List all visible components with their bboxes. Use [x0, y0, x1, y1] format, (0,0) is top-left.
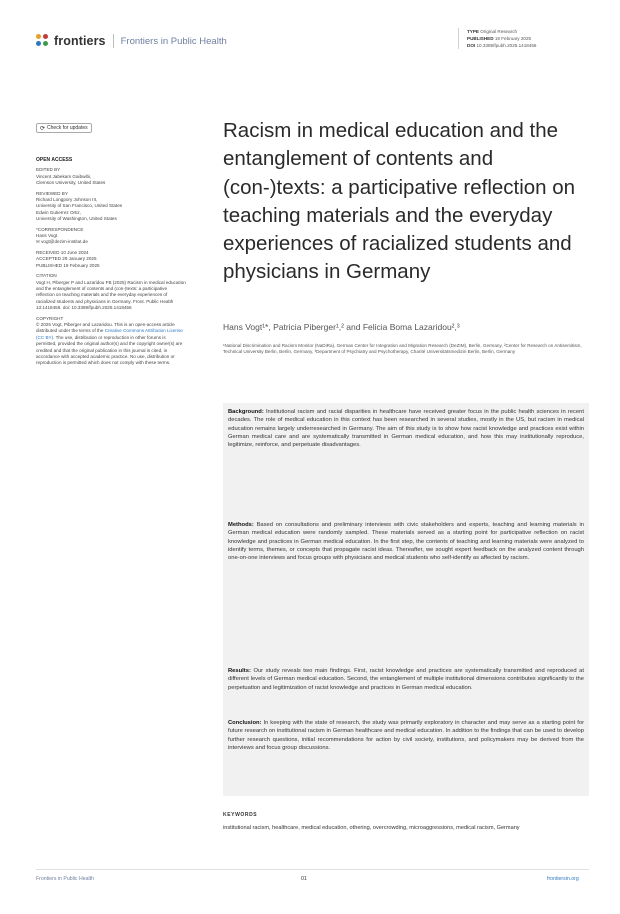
edited-by-name: Vincent Jabekam Gaibwibi, [36, 173, 92, 179]
abstract-methods: Methods: Based on consultations and preliminary interviews with civic stakeholders and experts, teaching and learning materials in German medical education were randomly sampled. These materials served as a starting point for participative reflection on racist knowledge and practices in German medical education. In the first step, the contents of teaching and learning materials were analyzed to identify terms, themes, or concepts that propagate racist ideas. Thereafter, we sought expert feedback on the analyzed content through one-on-one interviews and focus groups with physicians and medical students who self-identify as affected by racism. [228, 522, 584, 562]
page-number: 01 [301, 876, 307, 882]
abstract-background: Background: Institutional racism and racial disparities in healthcare have received greater focus in the public health sciences in recent decades. The role of medical education in this context has been researched in several studies, mostly in the US, but racism in medical education remains largely underresearched in Germany. The aim of this study is to show how racist knowledge and practices exist within German medical care and are systematically transmitted in German medical education, and how this may institutionally reproduce, legitimize, reinforce, and perpetuate disadvantages. [228, 409, 584, 449]
frontiers-logo-icon [36, 34, 50, 48]
meta-doi[interactable]: DOI 10.3389/fpubh.2025.1418456 [467, 43, 537, 48]
reviewer-1-affil: University of San Francisco, United States [36, 203, 123, 209]
footer-site-link[interactable]: frontiersin.org [547, 876, 579, 882]
frontiers-logo[interactable] [36, 34, 227, 48]
reviewer-1: Richard Longpory Johnson III, [36, 197, 98, 203]
journal-name[interactable]: Frontiers in Public Health [120, 35, 227, 47]
keywords-heading: KEYWORDS [223, 812, 258, 818]
received-date: RECEIVED 10 June 2024 [36, 249, 89, 255]
logo-divider [113, 34, 114, 48]
sidebar-info [36, 154, 196, 367]
correspondence-name: Hans Vogt [36, 233, 58, 239]
published-date: PUBLISHED 19 February 2025 [36, 262, 100, 268]
affiliations: ¹National Discrimination and Racism Monitor (NaDiRa), German Center for Integration and Migration Research (DeZIM), Berlin, Germany, ²Center for Research on Antisemitism, Technical University Berlin, Berlin, Germany, ³Department of Psychiatry and Psychotherapy, Charité Universitätsmedizin Berlin, Berlin, Germany [223, 343, 582, 355]
citation-text: Vogt H, Piberger P and Lazaridou FB (2025) Racism in medical education and the entanglement of contents and (con-)texts: a participative reflection on teaching materials and the everyday experiences of racialized students and physicians in Germany. Front. Public Health 13:1418456. doi: 10.3389/fpubh.2025.1418456 [36, 279, 186, 311]
article-title: Racism in medical education and the entanglement of contents and (con-)texts: a participative reflection on teaching materials and the everyday experiences of racialized students and physicians in Germany [223, 119, 576, 284]
edited-by-affil: Clemson University, United States [36, 180, 106, 186]
correspondence-label: *CORRESPONDENCE [36, 226, 84, 232]
abstract-conclusion: Conclusion: In keeping with the state of research, the study was primarily exploratory in character and may serve as a starting point for future research on institutional racism in German healthcare and medical education. In addition to the findings that can be used to develop further research questions, initial recommendations for action by civil society, institutions, and policymakers may be derived from the interviews and focus group discussions. [228, 720, 584, 752]
reviewer-2-affil: University of Washington, United States [36, 216, 117, 222]
meta-type: TYPE Original Research [467, 29, 518, 34]
author-list[interactable]: Hans Vogt¹*, Patricia Piberger¹,² and Felicia Boma Lazaridou²,³ [223, 322, 460, 332]
license-link[interactable]: Creative Commons Attribution License (CC BY) [36, 328, 183, 340]
refresh-icon: ⟳ [40, 125, 46, 132]
reviewer-2: Edwin Gutierrez Ortiz, [36, 209, 81, 215]
correspondence-email[interactable]: ✉ vogt@dezim-institut.de [36, 239, 88, 245]
edited-by-label: EDITED BY [36, 167, 61, 173]
copyright-text: © 2025 Vogt, Piberger and Lazaridou. This is an open-access article distributed under the terms of the Creative Commons Attribution License (CC BY). The use, distribution or reproduction in other forums is permitted, provided the original author(s) and the copyright owner(s) are credited and that the original publication in this journal is cited, in accordance with accepted academic practice. No use, distribution or reproduction is permitted which does not comply with these terms. [36, 321, 183, 366]
copyright-label: COPYRIGHT [36, 315, 64, 321]
footer-journal[interactable]: Frontiers in Public Health [36, 876, 94, 882]
article-meta [458, 28, 537, 49]
abstract-results: Results: Our study reveals two main findings. First, racist knowledge and practices are systematically transmitted and reproduced at different levels of German medical education. Second, the entanglement of multiple institutional dimensions contributes significantly to the perpetuation and legitimization of racist knowledge and practices in German medical education. [228, 668, 584, 691]
check-for-updates-button[interactable]: ⟳ Check for updates [36, 123, 92, 133]
accepted-date: ACCEPTED 29 January 2025 [36, 256, 97, 262]
citation-label: CITATION [36, 273, 57, 279]
meta-published: PUBLISHED 19 February 2025 [467, 36, 532, 41]
footer-divider [36, 869, 589, 870]
brand-name: frontiers [54, 34, 106, 48]
open-access-label: OPEN ACCESS [36, 157, 73, 163]
reviewed-by-label: REVIEWED BY [36, 190, 68, 196]
keywords-list: institutional racism, healthcare, medical education, othering, overcrowding, microaggressions, medical racism, Germany [223, 825, 520, 831]
